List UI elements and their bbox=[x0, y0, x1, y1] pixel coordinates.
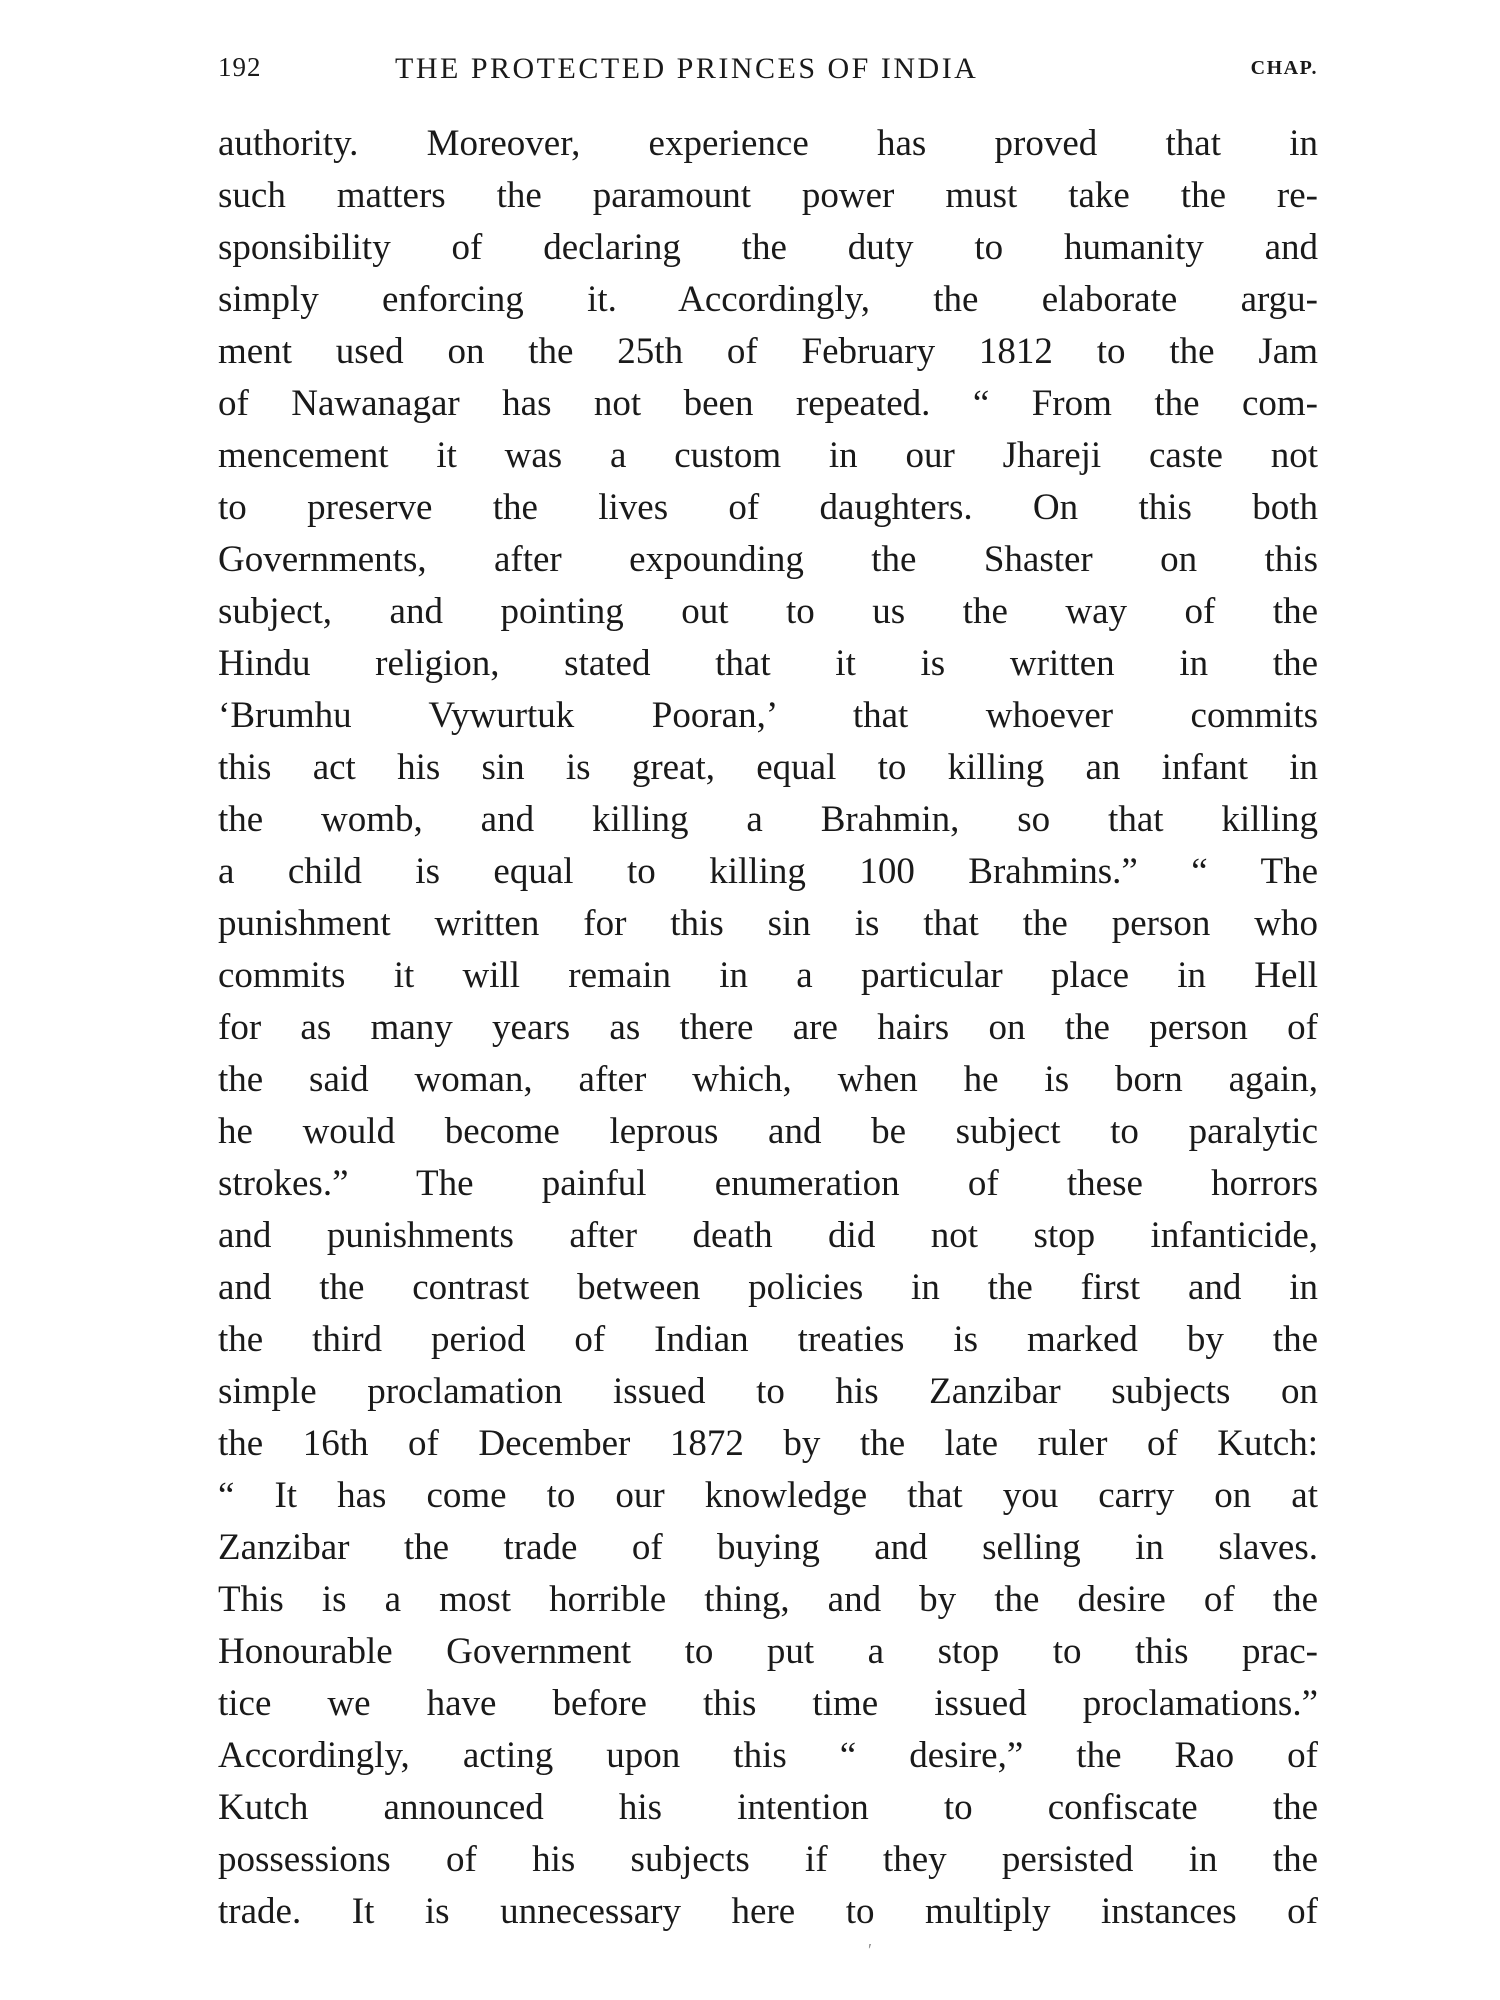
text-line: strokes.” The painful enumeration of these horrors bbox=[218, 1163, 1318, 1204]
text-line: This is a most horrible thing, and by the desire of the bbox=[218, 1579, 1318, 1620]
text-line: and the contrast between policies in the first and in bbox=[218, 1267, 1318, 1308]
text-line: of Nawanagar has not been repeated. “ From the com- bbox=[218, 383, 1318, 424]
text-line: possessions of his subjects if they persisted in the bbox=[218, 1839, 1318, 1880]
text-line: the 16th of December 1872 by the late ruler of Kutch: bbox=[218, 1423, 1318, 1464]
text-line: mencement it was a custom in our Jhareji caste not bbox=[218, 435, 1318, 476]
text-line: commits it will remain in a particular place in Hell bbox=[218, 955, 1318, 996]
text-line: authority. Moreover, experience has proved that in bbox=[218, 123, 1318, 164]
running-head bbox=[218, 52, 1318, 92]
text-line: to preserve the lives of daughters. On this both bbox=[218, 487, 1318, 528]
chapter-label: CHAP. bbox=[1250, 57, 1318, 79]
text-line: ‘Brumhu Vywurtuk Pooran,’ that whoever commits bbox=[218, 695, 1318, 736]
text-line: punishment written for this sin is that the person who bbox=[218, 903, 1318, 944]
text-line: trade. It is unnecessary here to multiply instances of bbox=[218, 1891, 1318, 1932]
text-line: Kutch announced his intention to confiscate the bbox=[218, 1787, 1318, 1828]
text-line: he would become leprous and be subject to paralytic bbox=[218, 1111, 1318, 1152]
text-line: sponsibility of declaring the duty to humanity and bbox=[218, 227, 1318, 268]
text-line: the third period of Indian treaties is marked by the bbox=[218, 1319, 1318, 1360]
text-line: for as many years as there are hairs on the person of bbox=[218, 1007, 1318, 1048]
text-line: ment used on the 25th of February 1812 to the Jam bbox=[218, 331, 1318, 372]
text-line: Governments, after expounding the Shaster on this bbox=[218, 539, 1318, 580]
text-line: a child is equal to killing 100 Brahmins.” “ The bbox=[218, 851, 1318, 892]
text-line: Zanzibar the trade of buying and selling in slaves. bbox=[218, 1527, 1318, 1568]
text-line: such matters the paramount power must take the re- bbox=[218, 175, 1318, 216]
text-line: this act his sin is great, equal to killing an infant in bbox=[218, 747, 1318, 788]
text-line: and punishments after death did not stop infanticide, bbox=[218, 1215, 1318, 1256]
text-line: Hindu religion, stated that it is written in the bbox=[218, 643, 1318, 684]
text-line: “ It has come to our knowledge that you carry on at bbox=[218, 1475, 1318, 1516]
text-line: tice we have before this time issued proclamations.” bbox=[218, 1683, 1318, 1724]
text-line: Accordingly, acting upon this “ desire,” the Rao of bbox=[218, 1735, 1318, 1776]
running-title: THE PROTECTED PRINCES OF INDIA bbox=[395, 52, 979, 85]
body-text bbox=[218, 118, 1318, 1938]
text-line: Honourable Government to put a stop to this prac- bbox=[218, 1631, 1318, 1672]
page-number: 192 bbox=[218, 52, 262, 82]
text-line: simply enforcing it. Accordingly, the elaborate argu- bbox=[218, 279, 1318, 320]
text-line: the said woman, after which, when he is born again, bbox=[218, 1059, 1318, 1100]
text-line: subject, and pointing out to us the way of the bbox=[218, 591, 1318, 632]
text-line: simple proclamation issued to his Zanzibar subjects on bbox=[218, 1371, 1318, 1412]
scan-mark: ′ bbox=[868, 1940, 872, 1960]
text-line: the womb, and killing a Brahmin, so that killing bbox=[218, 799, 1318, 840]
